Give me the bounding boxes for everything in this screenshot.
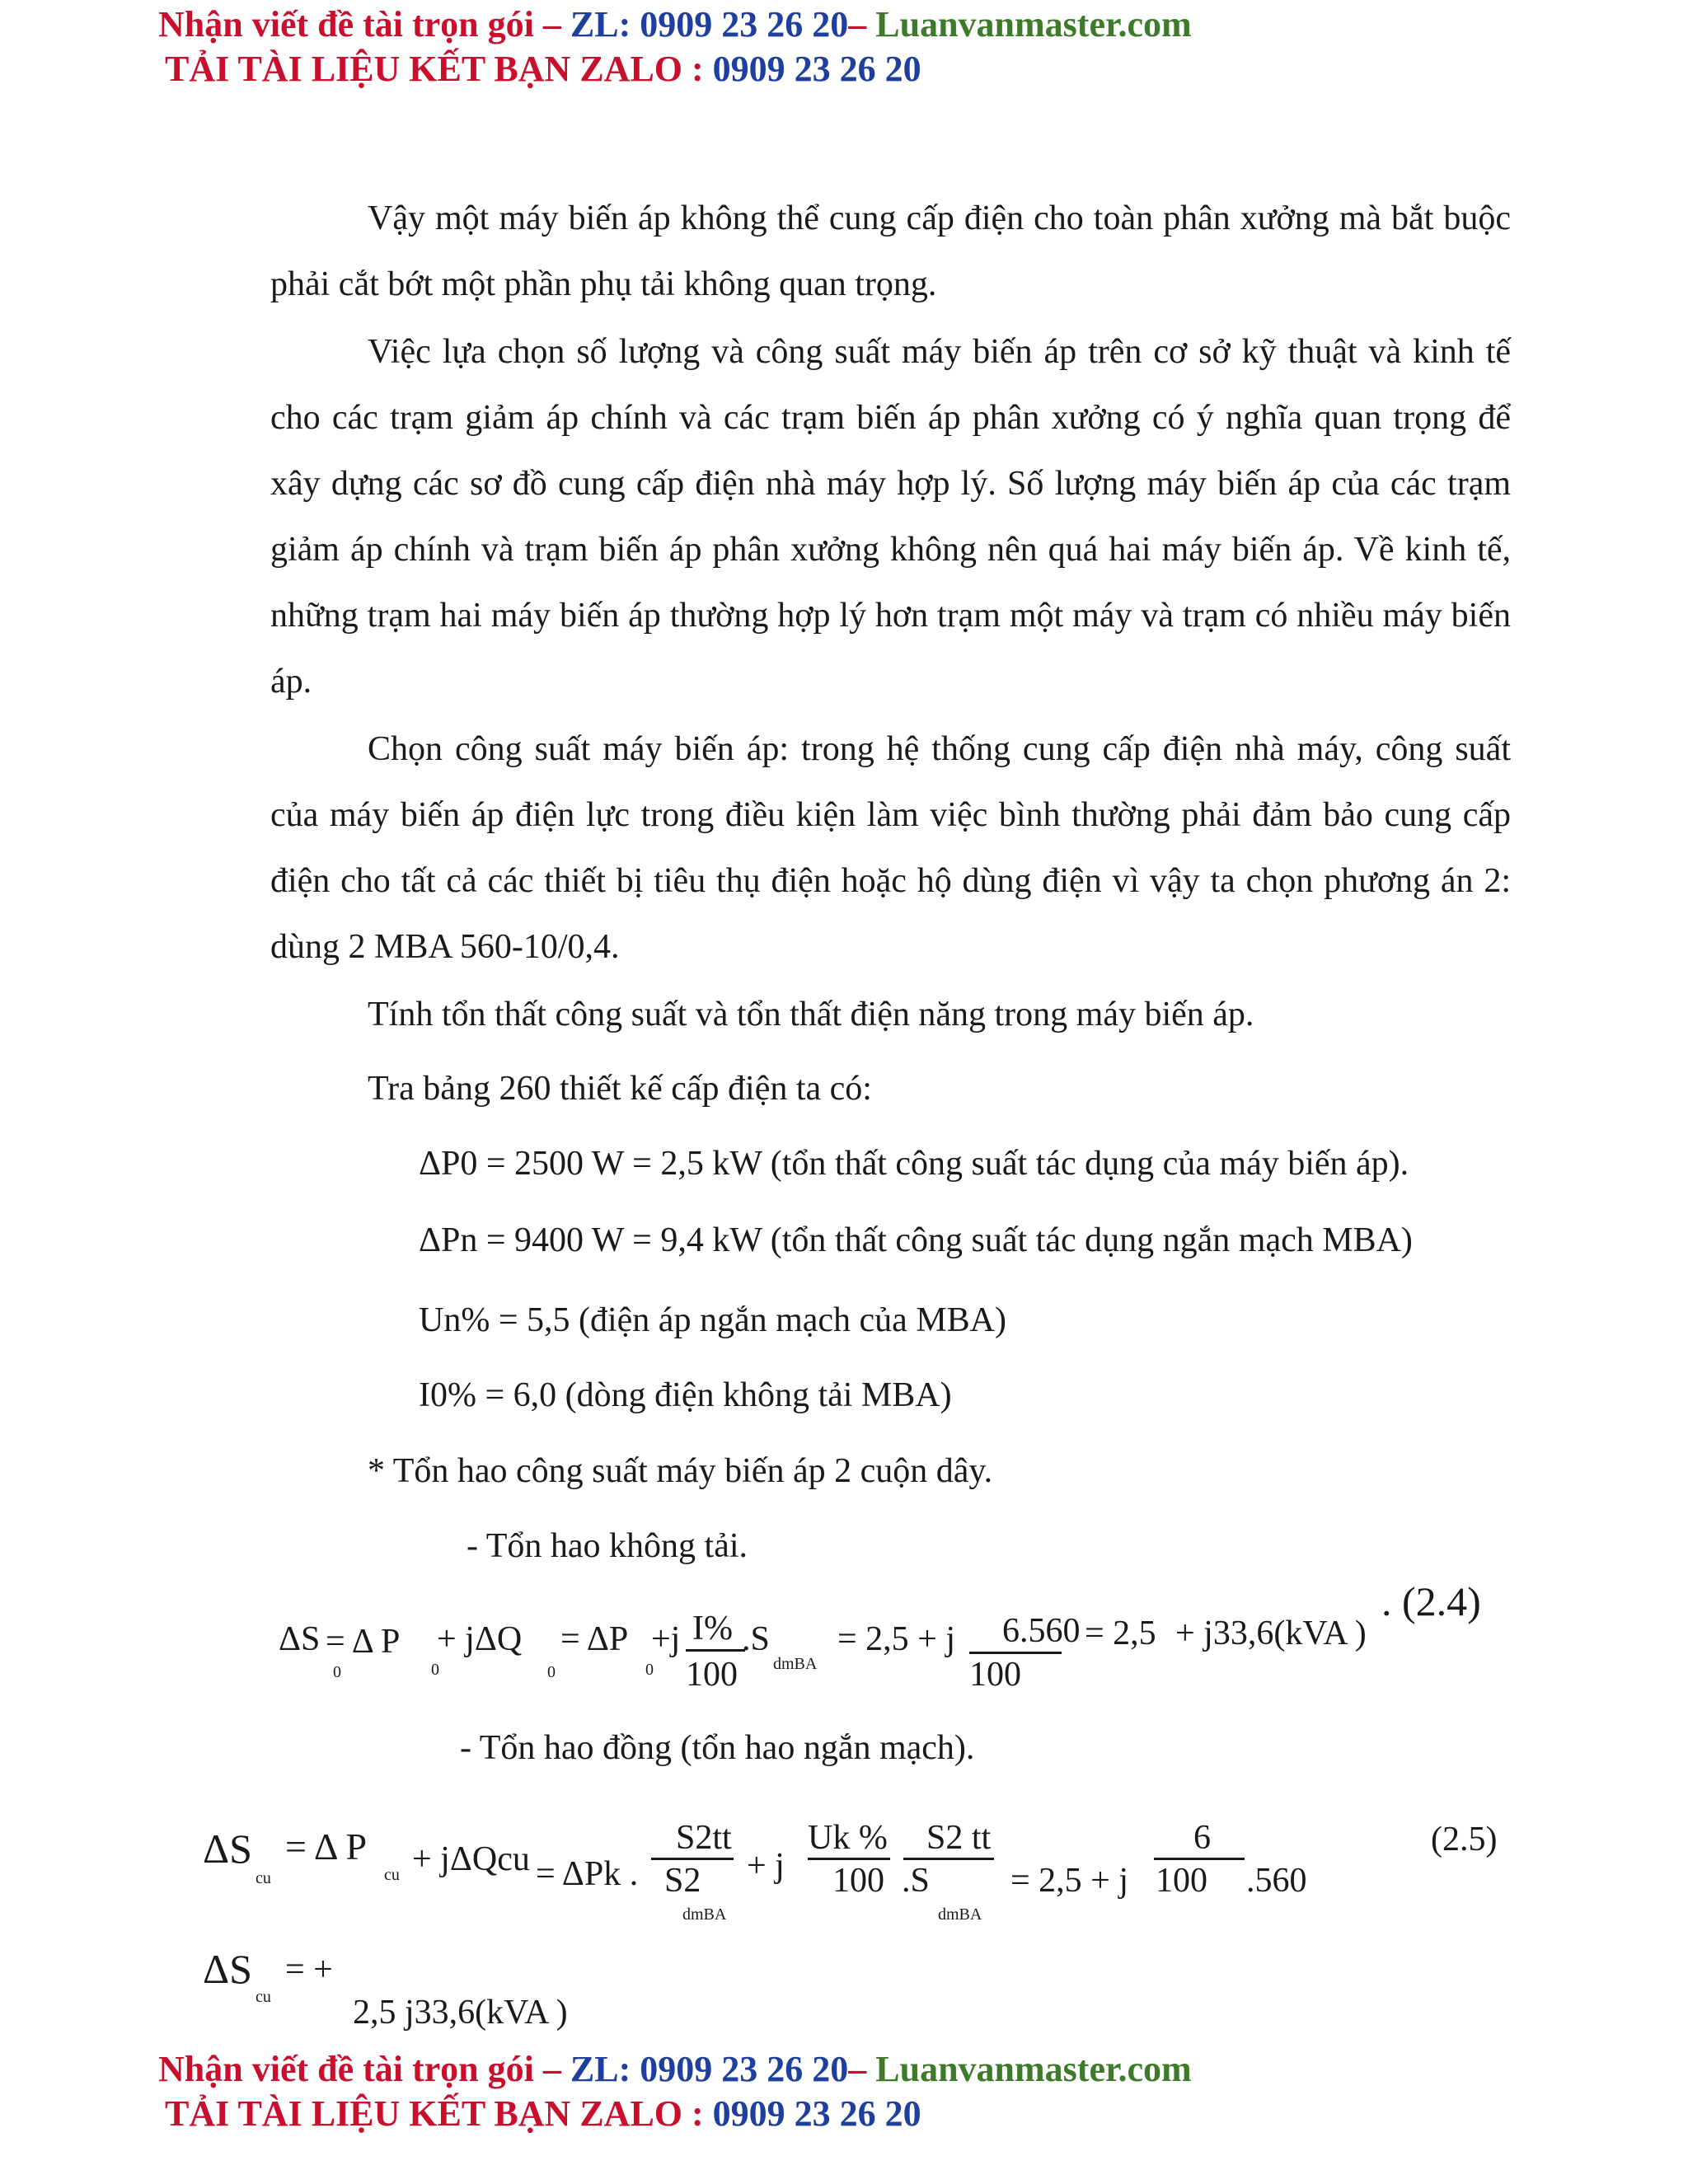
banner-website-link[interactable]: Luanvanmaster.com <box>875 2049 1192 2089</box>
eq-2-4-sub: 0 <box>547 1663 556 1681</box>
eq-2-5-f3-bar <box>903 1858 994 1860</box>
eq-2-5-term2: + jΔQcu <box>412 1840 530 1878</box>
table-ref-line: Tra bảng 260 thiết kế cấp điện ta có: <box>368 1070 872 1108</box>
eq-2-5-result-sub: cu <box>256 1988 271 2006</box>
eq-2-4-term3: = ΔP <box>560 1620 629 1658</box>
eq-2-5-f4-bar <box>1154 1858 1245 1860</box>
eq-2-5-lhs-sub: cu <box>256 1869 271 1887</box>
banner-download-text: TẢI TÀI LIỆU KẾT BẠN ZALO : <box>165 2093 713 2134</box>
banner-website-link[interactable]: Luanvanmaster.com <box>875 4 1192 45</box>
banner-offer-text: Nhận viết đề tài trọn gói <box>158 4 534 45</box>
eq-2-5-f4-den: 100 <box>1156 1862 1207 1900</box>
paragraph-2-text: Việc lựa chọn số lượng và công suất máy biến áp trên cơ sở kỹ thuật và kinh tế cho các trạm giảm áp chính và các trạm biến áp phân xưởng có ý nghĩa quan trọng để xây dựng các sơ đồ cung cấp điện nhà máy hợp lý. Số lượng máy biến áp của các trạm giảm áp chính và trạm biến áp phân xưởng không nên quá hai máy biến áp. Về kinh tế, những trạm hai máy biến áp thường hợp lý hơn trạm một máy và trạm có nhiều máy biến áp. <box>270 333 1511 701</box>
paragraph-1 <box>270 185 1511 317</box>
banner-zalo-contact: ZL: 0909 23 26 20 <box>570 2049 849 2089</box>
footer-banner-line2 <box>165 2091 921 2137</box>
eq-2-4-frac-bar <box>686 1649 745 1652</box>
eq-2-4-frac2-den: 100 <box>969 1656 1021 1694</box>
banner-phone: 0909 23 26 20 <box>712 49 921 89</box>
eq-2-5-f3-den: .S <box>902 1862 930 1900</box>
eq-2-5-f3-den-sub: dmBA <box>938 1905 982 1924</box>
copper-loss-line: - Tổn hao đồng (tổn hao ngắn mạch). <box>460 1729 975 1767</box>
dpn-line: ΔPn = 9400 W = 9,4 kW (tổn thất công suất tác dụng ngắn mạch MBA) <box>419 1221 1413 1259</box>
banner-phone: 0909 23 26 20 <box>712 2093 921 2134</box>
loss-title-line: * Tổn hao công suất máy biến áp 2 cuộn dây. <box>368 1452 993 1490</box>
document-body <box>270 185 1511 982</box>
eq-2-4-frac2-num: 6.560 <box>1002 1612 1081 1650</box>
eq-2-5-result-value: 2,5 j33,6(kVA ) <box>353 1994 568 2032</box>
eq-2-5-term5: = 2,5 + j <box>1010 1862 1129 1900</box>
banner-zalo-contact: ZL: 0909 23 26 20 <box>570 4 849 45</box>
eq-2-4-term4: +j <box>651 1620 681 1658</box>
eq-2-4-sub: 0 <box>333 1663 341 1681</box>
header-banner-line1 <box>158 2 1192 48</box>
eq-2-4-term1: = Δ P <box>326 1623 401 1661</box>
eq-2-5-term1: = Δ P <box>285 1825 368 1868</box>
eq-2-4-term6: = 2,5 + j <box>837 1620 956 1658</box>
banner-dash: – <box>533 2049 570 2089</box>
eq-2-5-f2-den: 100 <box>832 1862 884 1900</box>
header-banner-line2 <box>165 46 921 92</box>
eq-2-5-f2-bar <box>808 1858 890 1860</box>
banner-dash: – <box>533 4 570 45</box>
eq-2-4-term8: + j33,6(kVA ) <box>1175 1615 1367 1652</box>
eq-2-5-f4-num: 6 <box>1193 1819 1211 1857</box>
banner-dash: – <box>848 2049 876 2089</box>
banner-download-text: TẢI TÀI LIỆU KẾT BẠN ZALO : <box>165 49 713 89</box>
eq-2-5-term4: + j <box>747 1847 785 1885</box>
eq-2-4-term5-sub: dmBA <box>773 1655 818 1673</box>
eq-2-5-f2-num: Uk % <box>808 1819 888 1857</box>
eq-2-5-f1-den: S2 <box>664 1862 701 1900</box>
eq-2-4-term5: .S <box>742 1620 770 1658</box>
eq-2-4-frac-num: I% <box>692 1610 733 1647</box>
dp0-line: ΔP0 = 2500 W = 2,5 kW (tổn thất công suất tác dụng của máy biến áp). <box>419 1145 1409 1183</box>
paragraph-2 <box>270 319 1511 715</box>
eq-2-4-sub: 0 <box>645 1661 654 1679</box>
eq-2-5-term3: = ΔPk . <box>536 1855 639 1893</box>
i0-line: I0% = 6,0 (dòng điện không tải MBA) <box>419 1376 952 1414</box>
no-load-line: - Tổn hao không tải. <box>467 1527 748 1565</box>
eq-2-4-label: . (2.4) <box>1381 1578 1481 1624</box>
eq-2-4-sub: 0 <box>431 1661 439 1679</box>
eq-2-4-term2: + jΔQ <box>437 1620 523 1658</box>
eq-2-5-term1-sub: cu <box>384 1866 400 1884</box>
eq-2-5-term6: .560 <box>1246 1862 1307 1900</box>
eq-2-5-label: (2.5) <box>1431 1821 1498 1858</box>
eq-2-4-lhs: ΔS <box>279 1620 321 1658</box>
eq-2-4-frac-den: 100 <box>686 1656 738 1694</box>
eq-2-5-f3-num: S2 tt <box>926 1819 992 1857</box>
banner-dash: – <box>848 4 876 45</box>
footer-banner-line1 <box>158 2046 1192 2093</box>
eq-2-5-result-lhs: ΔS <box>203 1946 252 1992</box>
eq-2-5-lhs: ΔS <box>203 1825 252 1872</box>
banner-offer-text: Nhận viết đề tài trọn gói <box>158 2049 534 2089</box>
eq-2-5-f1-bar <box>651 1858 734 1860</box>
paragraph-1-text: Vậy một máy biến áp không thể cung cấp điện cho toàn phân xưởng mà bắt buộc phải cắt bớt một phần phụ tải không quan trọng. <box>270 199 1511 303</box>
paragraph-3 <box>270 716 1511 980</box>
eq-2-4-term7: = 2,5 <box>1085 1615 1156 1652</box>
eq-2-5-f1-den-sub: dmBA <box>682 1905 727 1924</box>
un-line: Un% = 5,5 (điện áp ngắn mạch của MBA) <box>419 1301 1006 1339</box>
eq-2-5-f1-num: S2tt <box>676 1819 732 1857</box>
eq-2-4-frac2-bar <box>969 1652 1062 1654</box>
paragraph-3-text: Chọn công suất máy biến áp: trong hệ thống cung cấp điện nhà máy, công suất của máy biến áp điện lực trong điều kiện làm việc bình thường phải đảm bảo cung cấp điện cho tất cả các thiết bị tiêu thụ điện hoặc hộ dùng điện vì vậy ta chọn phương án 2: dùng 2 MBA 560-10/0,4. <box>270 730 1511 966</box>
eq-2-5-result-eq: = + <box>285 1951 333 1989</box>
calc-intro-line: Tính tổn thất công suất và tổn thất điện năng trong máy biến áp. <box>368 996 1254 1033</box>
